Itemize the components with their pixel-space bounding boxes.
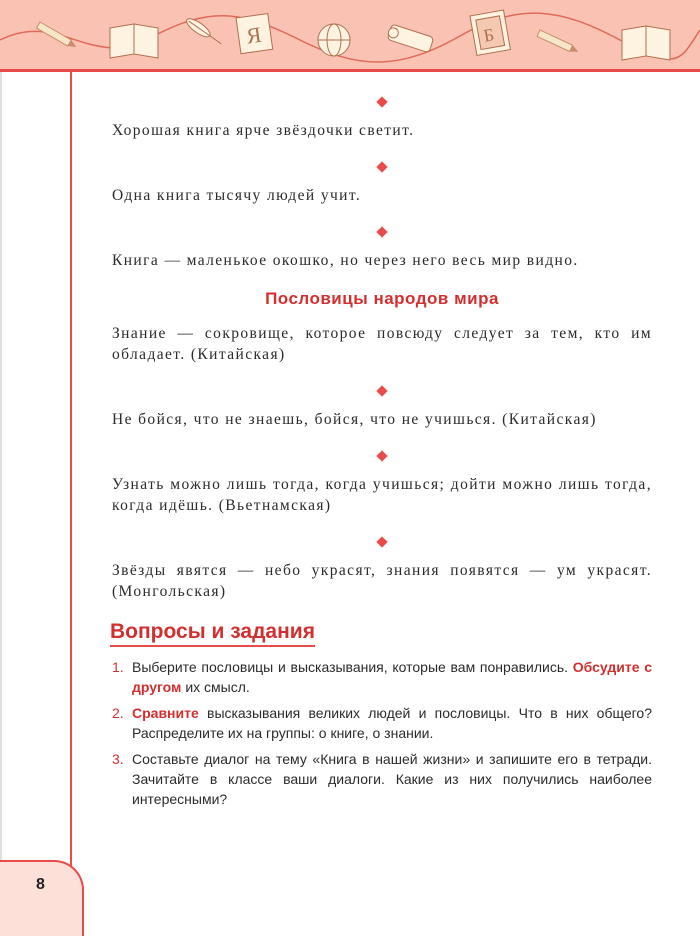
- book-icon: [110, 24, 158, 58]
- question-item: [112, 703, 652, 743]
- books-stack-icon: [470, 10, 510, 55]
- question-item: [112, 749, 652, 809]
- diamond-separator-icon: [376, 450, 387, 461]
- svg-text:Б: Б: [481, 24, 496, 46]
- question-text: Составьте диалог на тему «Книга в нашей жизни» и запишите его в тетради. Зачитайте в классе ваши диалоги. Какие из них получились наиболее интересными?: [132, 751, 652, 807]
- margin-line: [70, 72, 72, 936]
- proverb-text: Одна книга тысячу людей учит.: [112, 187, 362, 204]
- questions-list: [112, 657, 652, 809]
- world-proverb-text: Знание — сокровище, которое повсюду следует за тем, кто им обладает. (Китайская): [112, 325, 652, 363]
- decorative-banner: [0, 0, 700, 72]
- scroll-icon: [386, 24, 434, 53]
- question-text: Выберите пословицы и высказывания, которые вам понравились. Обсудите с другом их смысл.: [132, 659, 653, 695]
- diamond-separator-icon: [376, 96, 387, 107]
- page-left-rule: [0, 0, 2, 936]
- diamond-separator-icon: [376, 385, 387, 396]
- page-number-tab: [0, 860, 84, 936]
- proverb-text: Книга — маленькое окошко, но через него весь мир видно.: [112, 252, 579, 269]
- world-proverb-text: Узнать можно лишь тогда, когда учишься; дойти можно лишь тогда, когда идёшь. (Вьетнамская): [112, 476, 652, 514]
- world-proverb-text: Звёзды явятся — небо украсят, знания появятся — ум украсят. (Монгольская): [112, 562, 652, 600]
- question-text: Сравните высказывания великих людей и пословицы. Что в них общего? Распределите их на группы: о книге, о знании.: [132, 705, 652, 741]
- diamond-separator-icon: [376, 226, 387, 237]
- world-proverbs-title: Пословицы народов мира: [265, 289, 499, 308]
- proverb-text: Хорошая книга ярче звёздочки светит.: [112, 122, 415, 139]
- question-number: 2.: [112, 705, 124, 721]
- world-proverb-text: Не бойся, что не знаешь, бойся, что не учишься. (Китайская): [112, 411, 597, 428]
- question-item: [112, 657, 652, 697]
- banner-illustration: [0, 0, 700, 72]
- diamond-separator-icon: [376, 536, 387, 547]
- question-number: 3.: [112, 751, 124, 767]
- letter-block-icon: [236, 14, 273, 54]
- pencil-icon: [37, 22, 79, 50]
- globe-icon: [318, 24, 350, 56]
- question-number: 1.: [112, 659, 124, 675]
- quill-icon: [184, 16, 224, 48]
- page-number: 8: [36, 876, 45, 893]
- book-icon: [622, 26, 670, 60]
- svg-text:Я: Я: [244, 21, 263, 49]
- pencil-icon: [537, 30, 580, 55]
- question-accent: Сравните: [132, 705, 199, 721]
- questions-title: Вопросы и задания: [110, 620, 315, 647]
- page-content: [112, 90, 652, 809]
- question-accent: Обсудите с другом: [132, 659, 653, 695]
- diamond-separator-icon: [376, 161, 387, 172]
